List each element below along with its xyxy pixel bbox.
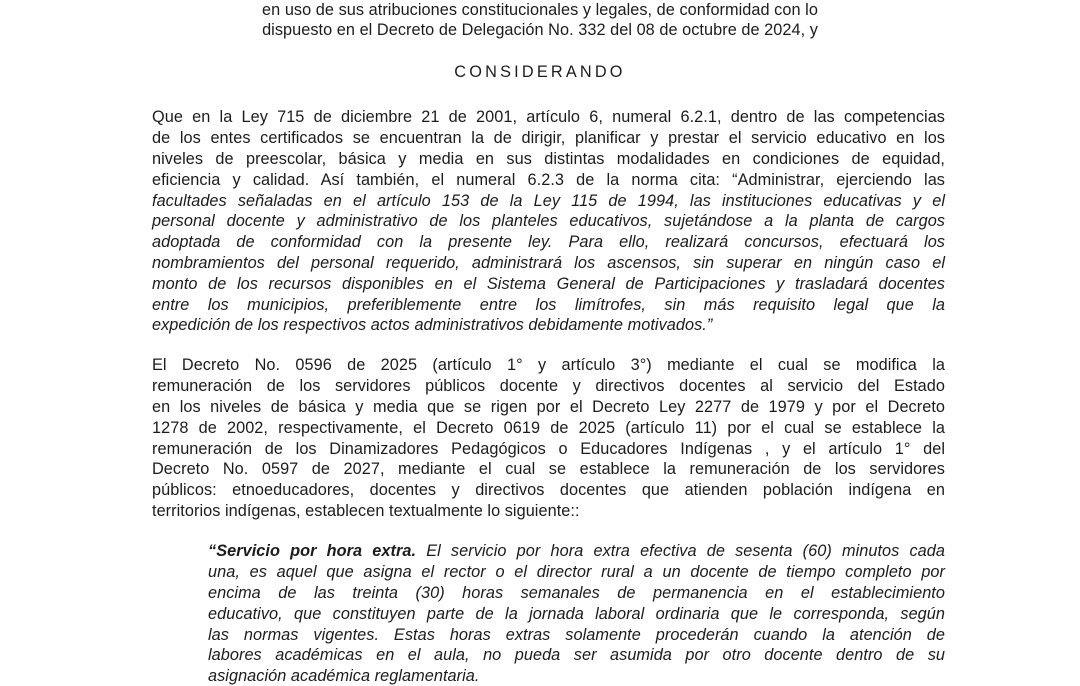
paragraph-line: monto de los recursos disponibles en el Sistema General de Participaciones y trasladará docentes	[152, 275, 945, 293]
paragraph-line: remuneración de los servidores públicos docente y directivos docentes al servicio del Estado	[152, 377, 945, 395]
preamble-line-1: en uso de sus atribuciones constitucionales y legales, de conformidad con lo	[262, 1, 818, 19]
paragraph-line: nombramientos del personal requerido, administrará los ascensos, sin superar en ningún caso el	[152, 254, 945, 272]
paragraph-line: personal docente y administrativo de los planteles educativos, sujetándose a la planta de cargos	[152, 212, 945, 230]
paragraph-line: territorios indígenas, establecen textualmente lo siguiente::	[152, 502, 580, 520]
paragraph-line: públicos: etnoeducadores, docentes y directivos docentes que atienden población indígena en	[152, 481, 945, 499]
quote-line: una, es aquel que asigna el rector o el director rural a un docente de tiempo completo por	[208, 563, 945, 581]
paragraph-line: El Decreto No. 0596 de 2025 (artículo 1° y artículo 3°) mediante el cual se modifica la	[152, 356, 945, 374]
preamble-line-2: dispuesto en el Decreto de Delegación No. 332 del 08 de octubre de 2024, y	[262, 21, 818, 39]
quote-line	[208, 541, 945, 561]
paragraph-line: 1278 de 2002, respectivamente, el Decreto 0619 de 2025 (artículo 11) por el cual se establece la	[152, 419, 945, 437]
quote-line: encima de las treinta (30) horas semanales de permanencia en el establecimiento	[208, 584, 945, 602]
quote-line: educativo, que constituyen parte de la jornada laboral ordinaria que le corresponda, según	[208, 605, 945, 623]
paragraph-line: entre los municipios, preferiblemente entre los limítrofes, sin más requisito legal que la	[152, 296, 945, 314]
paragraph-line: eficiencia y calidad. Así también, el numeral 6.2.3 de la norma cita: “Administrar, ejerciendo las	[152, 171, 945, 189]
paragraph-line: niveles de preescolar, básica y media en sus distintas modalidades en condiciones de equidad,	[152, 150, 945, 168]
paragraph-line: de los entes certificados se encuentran la de dirigir, planificar y prestar el servicio educativo en los	[152, 129, 945, 147]
paragraph-line: expedición de los respectivos actos administrativos debidamente motivados.”	[152, 316, 713, 334]
paragraph-line: remuneración de los Dinamizadores Pedagógicos o Educadores Indígenas , y el artículo 1° del	[152, 440, 945, 458]
section-heading: CONSIDERANDO	[454, 63, 626, 81]
paragraph-line: en los niveles de básica y media que se rigen por el Decreto Ley 2277 de 1979 y por el Decreto	[152, 398, 945, 416]
quote-line: asignación académica reglamentaria.	[208, 667, 480, 685]
paragraph-line: Decreto No. 0597 de 2027, mediante el cual se establece la remuneración de los servidores	[152, 460, 945, 478]
quote-line: las normas vigentes. Estas horas extras solamente procederán cuando la atención de	[208, 626, 945, 644]
paragraph-line: Que en la Ley 715 de diciembre 21 de 2001, artículo 6, numeral 6.2.1, dentro de las competencias	[152, 108, 945, 126]
paragraph-line: facultades señaladas en el artículo 153 de la Ley 115 de 1994, las instituciones educativas y el	[152, 192, 945, 210]
quote-bold-title: “Servicio por hora extra.	[208, 542, 417, 560]
quote-line-rest: El servicio por hora extra efectiva de sesenta (60) minutos cada	[416, 542, 945, 560]
quote-line: labores académicas en el aula, no pueda ser asumida por otro docente dentro de su	[208, 646, 945, 664]
paragraph-line: adoptada de conformidad con la presente ley. Para ello, realizará concursos, efectuará los	[152, 233, 945, 251]
